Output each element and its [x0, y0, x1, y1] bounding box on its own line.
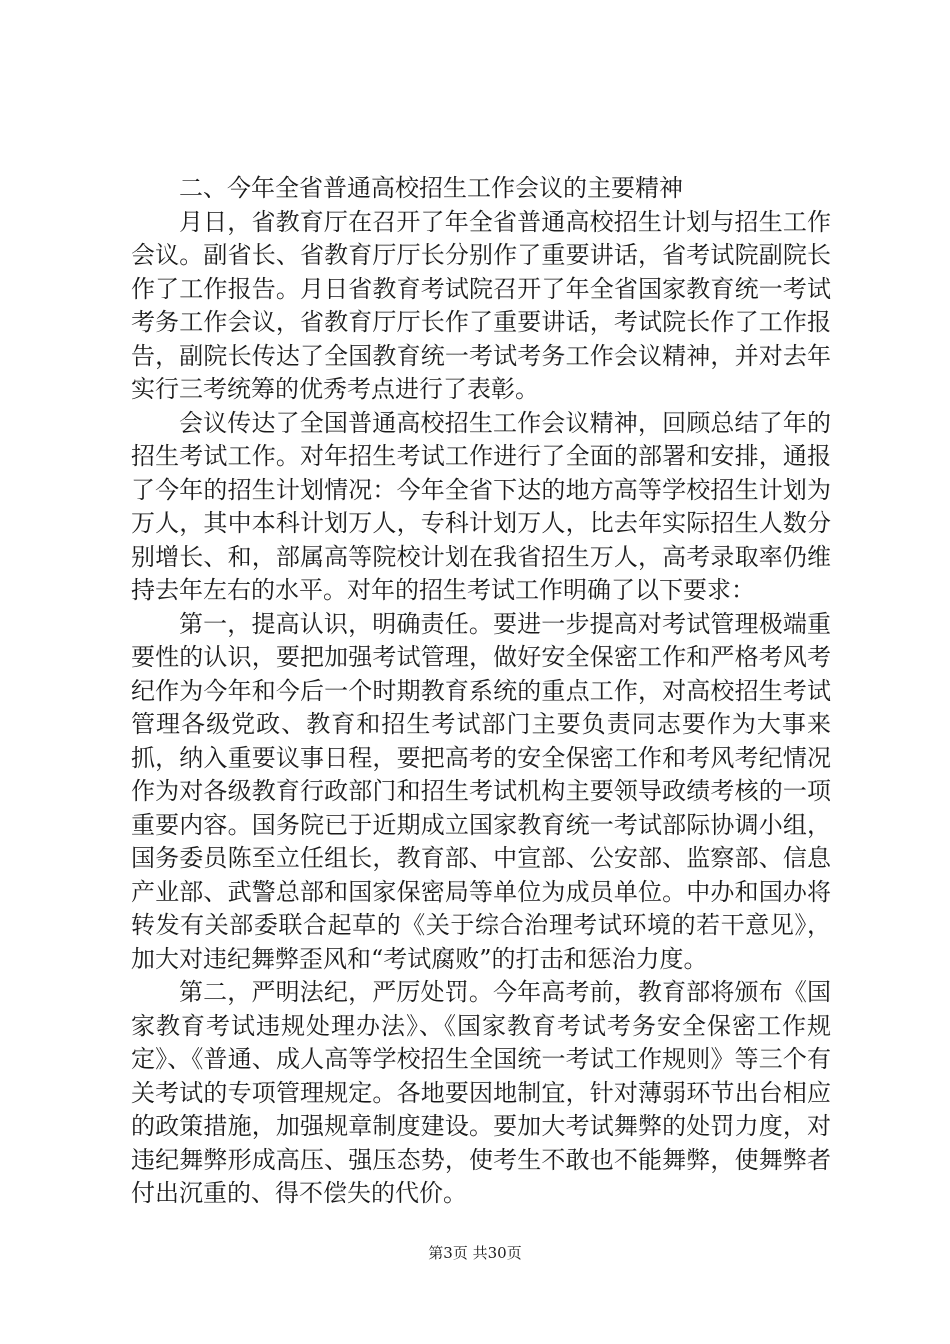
paragraph-enrollment-plan: 会议传达了全国普通高校招生工作会议精神，回顾总结了年的招生考试工作。对年招生考试工作进行了全面的部署和安排，通报了今年的招生计划情况：今年全省下达的地方高等学校招生计划为万人，其中本科计划万人，专科计划万人，比去年实际招生人数分别增长、和，部属高等院校计划在我省招生万人，高考录取率仍维持去年左右的水平。对年的招生考试工作明确了以下要求：: [131, 408, 831, 604]
paragraph-requirement-one: 第一，提高认识，明确责任。要进一步提高对考试管理极端重要性的认识，要把加强考试管理，做好安全保密工作和严格考风考纪作为今年和今后一个时期教育系统的重点工作，对高校招生考试管理各级党政、教育和招生考试部门主要负责同志要作为大事来抓，纳入重要议事日程，要把高考的安全保密工作和考风考纪情况作为对各级教育行政部门和招生考试机构主要领导政绩考核的一项重要内容。国务院已于近期成立国家教育统一考试部际协调小组，国务委员陈至立任组长，教育部、中宣部、公安部、监察部、信息产业部、武警总部和国家保密局等单位为成员单位。中办和国办将转发有关部委联合起草的《关于综合治理考试环境的若干意见》，加大对违纪舞弊歪风和“考试腐败”的打击和惩治力度。: [131, 609, 831, 973]
paragraph-requirement-two: 第二，严明法纪，严厉处罚。今年高考前，教育部将颁布《国家教育考试违规处理办法》、《国家教育考试考务安全保密工作规定》、《普通、成人高等学校招生全国统一考试工作规则》等三个有关考试的专项管理规定。各地要因地制宜，针对薄弱环节出台相应的政策措施，加强规章制度建设。要加大考试舞弊的处罚力度，对违纪舞弊形成高压、强压态势，使考生不敢也不能舞弊，使舞弊者付出沉重的、得不偿失的代价。: [131, 978, 831, 1207]
section-heading: 二、今年全省普通高校招生工作会议的主要精神: [179, 174, 683, 202]
page-number-footer: 第3页 共30页: [428, 1244, 522, 1262]
paragraph-meeting-overview: 月日，省教育厅在召开了年全省普通高校招生计划与招生工作会议。副省长、省教育厅厅长分别作了重要讲话，省考试院副院长作了工作报告。月日省教育考试院召开了年全省国家教育统一考试考务工作会议，省教育厅厅长作了重要讲话，考试院长作了工作报告，副院长传达了全国教育统一考试考务工作会议精神，并对去年实行三考统筹的优秀考点进行了表彰。: [131, 207, 831, 403]
document-body: [131, 172, 831, 1207]
